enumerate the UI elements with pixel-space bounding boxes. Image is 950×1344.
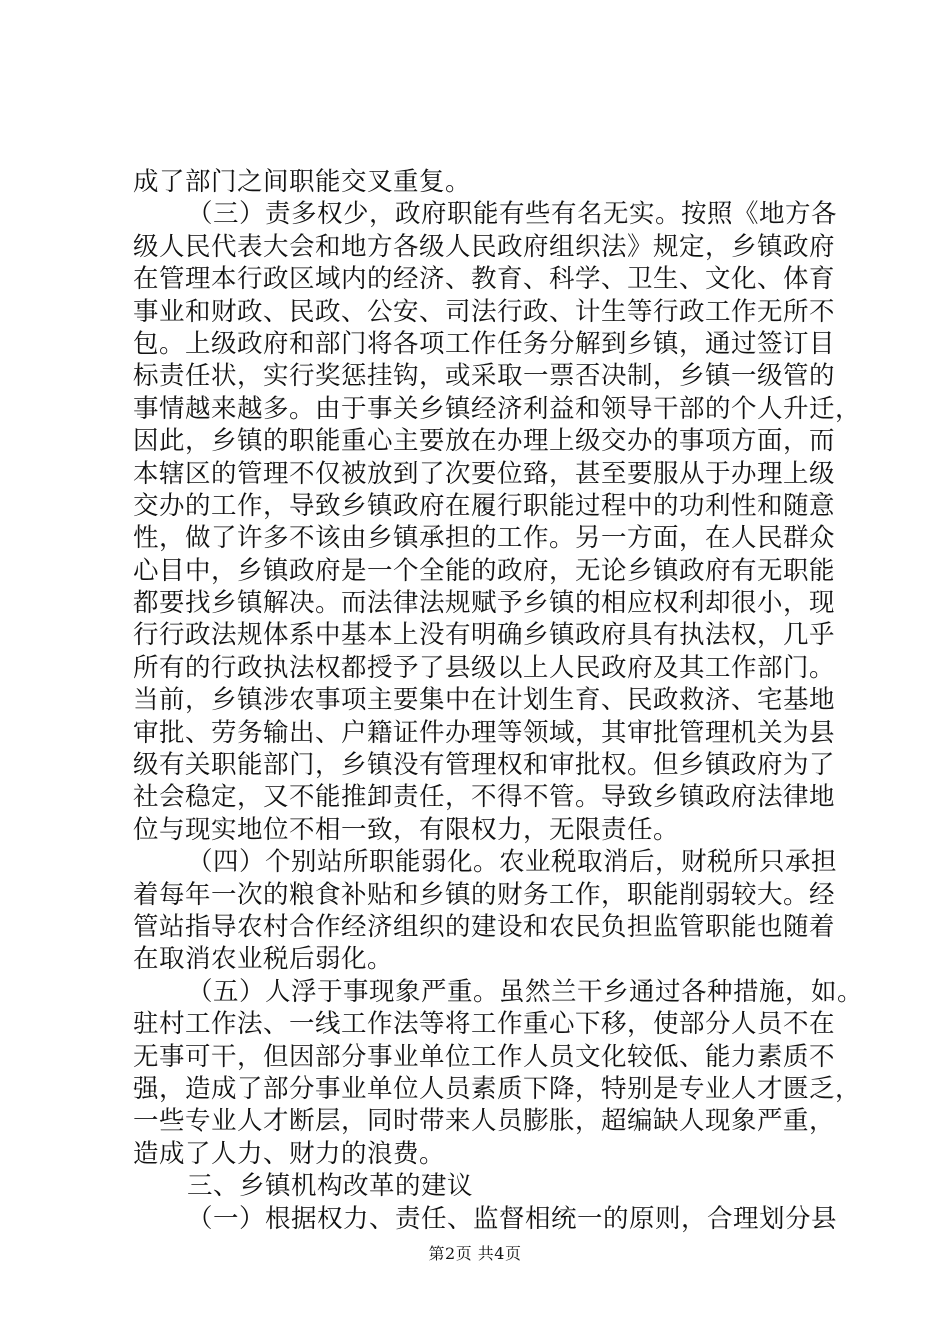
text-line: （三）责多权少，政府职能有些有名无实。按照《地方各 bbox=[187, 199, 838, 230]
text-line: 一些专业人才断层，同时带来人员膨胀，超编缺人现象严重， bbox=[133, 1106, 836, 1137]
text-line: 驻村工作法、一线工作法等将工作重心下移，使部分人员不在 bbox=[133, 1009, 836, 1040]
text-line: （一）根据权力、责任、监督相统一的原则，合理划分县 bbox=[187, 1203, 838, 1234]
text-line: 强，造成了部分事业单位人员素质下降，特别是专业人才匮乏， bbox=[133, 1073, 862, 1104]
text-line: 审批、劳务输出、户籍证件办理等领域，其审批管理机关为县 bbox=[133, 717, 836, 748]
text-line: 造成了人力、财力的浪费。 bbox=[133, 1138, 446, 1169]
text-line: 管站指导农村合作经济组织的建设和农民负担监管职能也随着 bbox=[133, 911, 836, 942]
text-line: 因此，乡镇的职能重心主要放在办理上级交办的事项方面，而 bbox=[133, 426, 836, 457]
text-line: 社会稳定，又不能推卸责任，不得不管。导致乡镇政府法律地 bbox=[133, 782, 836, 813]
text-line: 交办的工作，导致乡镇政府在履行职能过程中的功利性和随意 bbox=[133, 490, 836, 521]
text-line: 在取消农业税后弱化。 bbox=[133, 944, 394, 975]
text-line: 成了部门之间职能交叉重复。 bbox=[133, 167, 472, 197]
text-line: （五）人浮于事现象严重。虽然兰干乡通过各种措施，如。 bbox=[187, 976, 864, 1007]
text-line: 所有的行政执法权都授予了县级以上人民政府及其工作部门。 bbox=[133, 652, 836, 683]
text-line: 性，做了许多不该由乡镇承担的工作。另一方面，在人民群众 bbox=[133, 523, 836, 554]
text-line: 本辖区的管理不仅被放到了次要位臵，甚至要服从于办理上级 bbox=[133, 458, 836, 489]
document-body bbox=[133, 166, 864, 1235]
page-footer: 第2页 共4页 bbox=[428, 1244, 522, 1263]
text-line: 心目中，乡镇政府是一个全能的政府，无论乡镇政府有无职能 bbox=[133, 555, 836, 586]
text-line: 都要找乡镇解决。而法律法规赋予乡镇的相应权利却很小，现 bbox=[133, 588, 836, 619]
text-line: 三、乡镇机构改革的建议 bbox=[187, 1171, 474, 1202]
text-line: 无事可干，但因部分事业单位工作人员文化较低、能力素质不 bbox=[133, 1041, 836, 1072]
text-line: 事业和财政、民政、公安、司法行政、计生等行政工作无所不 bbox=[133, 296, 836, 327]
text-line: 在管理本行政区域内的经济、教育、科学、卫生、文化、体育 bbox=[133, 264, 836, 295]
text-line: 当前，乡镇涉农事项主要集中在计划生育、民政救济、宅基地 bbox=[133, 685, 836, 716]
text-line: 包。上级政府和部门将各项工作任务分解到乡镇，通过签订目 bbox=[133, 328, 836, 359]
text-line: 行行政法规体系中基本上没有明确乡镇政府具有执法权，几乎 bbox=[133, 620, 836, 651]
text-line: 位与现实地位不相一致，有限权力，无限责任。 bbox=[133, 814, 680, 845]
text-line: 级有关职能部门，乡镇没有管理权和审批权。但乡镇政府为了 bbox=[133, 750, 836, 781]
text-line: 着每年一次的粮食补贴和乡镇的财务工作，职能削弱较大。经 bbox=[133, 879, 836, 910]
text-line: （四）个别站所职能弱化。农业税取消后，财税所只承担 bbox=[187, 847, 838, 878]
text-line: 标责任状，实行奖惩挂钩，或采取一票否决制，乡镇一级管的 bbox=[133, 361, 836, 392]
text-line: 级人民代表大会和地方各级人民政府组织法》规定，乡镇政府 bbox=[133, 231, 836, 262]
text-line: 事情越来越多。由于事关乡镇经济利益和领导干部的个人升迁， bbox=[133, 393, 862, 424]
